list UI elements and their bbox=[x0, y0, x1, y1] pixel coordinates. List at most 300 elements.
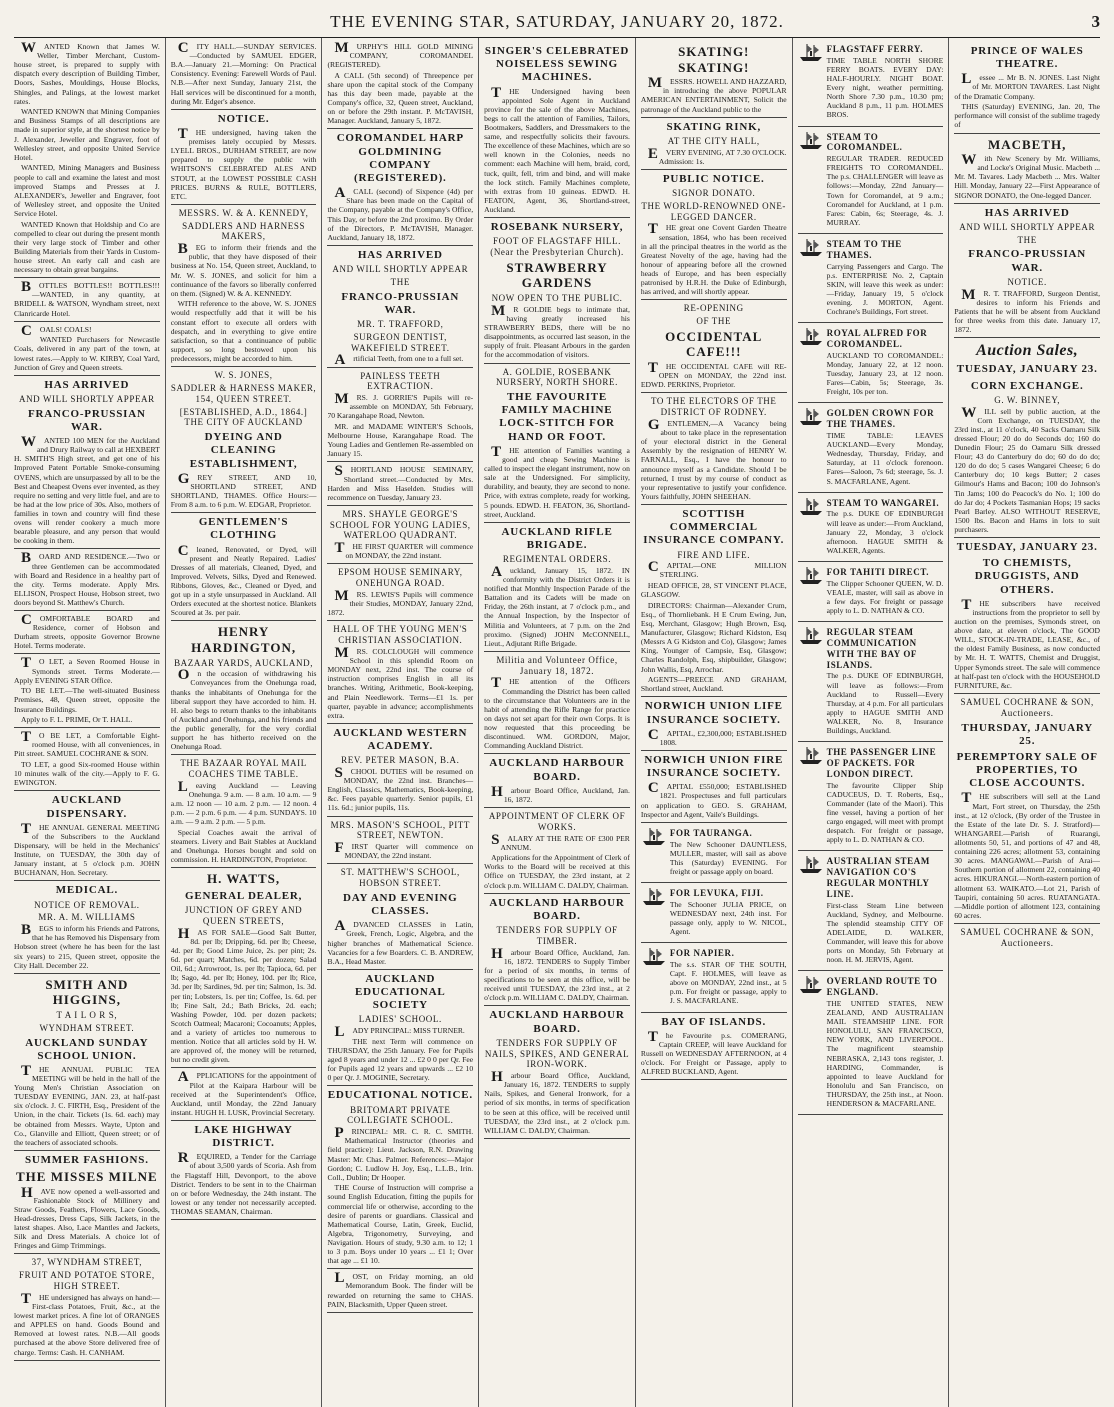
divider bbox=[954, 693, 1100, 694]
advertisement bbox=[327, 590, 473, 617]
ad-paragraph: THE next Term will commence on THURSDAY, the 25th January. Fee for Pupils aged 8 years and under 12 ... £2 0 0 per Qr. Fee for Pupils aged 12 years and upwards ... £2 10 0 per Qr. J. MOGINIE, Secretary. bbox=[327, 1036, 474, 1083]
divider bbox=[327, 969, 473, 970]
ad-paragraph: Auckland, January 15, 1872. IN conformity with the District Orders it is notified that Monthly Inspection Parade of the Battalion and its Cadets will be made on Friday, the 26th instant, at 7 o'clock p.m., and the Annual Inspection, by the Inspector of Militia and Volunteers, at 7 p.m. on the 2nd proximo. (Signed) JOHN McCONNELL, Lieut., Adjutant Rifle Brigade. bbox=[484, 563, 630, 648]
shipping-notice bbox=[641, 886, 787, 939]
headline: THE bbox=[390, 276, 410, 287]
headline: NORWICH UNION LIFE INSURANCE SOCIETY. bbox=[644, 700, 783, 726]
divider bbox=[798, 322, 944, 323]
ad-paragraph: SHORTLAND HOUSE SEMINARY, Shortland street.—Conducted by Mrs. Harden and Miss Haselden. Studies will recommence on Tuesday, January 23. bbox=[327, 463, 474, 502]
divider bbox=[798, 850, 944, 851]
headline: COROMANDEL HARP GOLDMINING COMPANY (REGISTERED). bbox=[336, 132, 464, 185]
divider bbox=[327, 620, 473, 621]
divider bbox=[14, 973, 160, 974]
shipping-title: FOR TAHITI DIRECT. bbox=[826, 567, 930, 578]
headline: FRANCO-PRUSSIAN WAR. bbox=[27, 407, 146, 433]
headline: NOTICE OF REMOVAL. bbox=[34, 899, 140, 910]
ad-paragraph: THE subscribers have received instructions from the proprietor to sell by auction on the premises, Symonds street, on above date, at eleven o'clock, The GOOD WILL, STOCK-IN-TRADE, LEASE, &c., of the oldest Family Business, as now conducted by Mr. H. T. WATTS, Chemist and Druggist, Upper Symonds street. The sale will commence at half-past ten o'clock with the HOUSEHOLD FURNITURE, &c. bbox=[954, 596, 1101, 690]
ad-paragraph: MRS. J. GORRIE'S Pupils will re-assemble on MONDAY, 5th February, 70 Karangahape Road, Newton. bbox=[327, 391, 474, 421]
shipping-title: FOR TAURANGA. bbox=[669, 827, 753, 838]
ad-paragraph: CITY HALL.—SUNDAY SERVICES.—Conducted by SAMUEL EDGER, B.A.—January 21.—Morning: On Practical Consistency. Evening: Farewell Words of Paul. N.B.—After next Sunday, January 21st, the Hall services will be discontinued for a month, during Mr. Edger's absence. bbox=[170, 40, 317, 106]
masthead bbox=[14, 12, 1100, 38]
ad-paragraph: SALARY AT THE RATE OF £300 PER ANNUM. bbox=[491, 831, 630, 852]
advertisement bbox=[171, 1071, 317, 1117]
headline: SURGEON DENTIST, WAKEFIELD STREET. bbox=[351, 331, 450, 353]
divider bbox=[14, 1253, 160, 1254]
ad-paragraph: MURPHY'S HILL GOLD MINING COMPANY, COROMANDEL (REGISTERED). bbox=[327, 40, 474, 70]
advertisement bbox=[14, 42, 160, 274]
divider bbox=[641, 750, 787, 751]
divider bbox=[641, 1012, 787, 1013]
divider bbox=[14, 790, 160, 791]
advertisement bbox=[327, 767, 473, 813]
ad-paragraph: WANTED, Mining Managers and Business people to call and examine the latest and most improved Stamps and Presses at J. ALEXANDER's, Jeweller and Engraver, foot of Wellesley street, and opposite the United Service Hotel. bbox=[14, 163, 160, 218]
headline: PEREMPTORY SALE OF PROPERTIES, TO CLOSE ACCOUNTS. bbox=[956, 750, 1098, 790]
headline: AUCKLAND EDUCATIONAL SOCIETY bbox=[355, 972, 446, 1012]
headline: LAKE HIGHWAY DISTRICT. bbox=[194, 1123, 293, 1150]
divider bbox=[327, 367, 473, 368]
advertisement bbox=[954, 596, 1101, 690]
advertisement bbox=[327, 920, 473, 966]
divider bbox=[484, 651, 630, 652]
headline: MR. T. TRAFFORD, bbox=[357, 319, 444, 330]
divider bbox=[798, 1114, 944, 1115]
column-1 bbox=[14, 38, 165, 1407]
headline: PRINCE OF WALES THEATRE. bbox=[970, 45, 1084, 71]
headline: THE WORLD-RENOWNED ONE-LEGGED DANCER. bbox=[641, 200, 787, 222]
divider bbox=[484, 753, 630, 754]
advertisement bbox=[641, 223, 787, 296]
divider bbox=[641, 392, 787, 393]
column-6 bbox=[792, 38, 949, 1407]
shipping-text: TIME TABLE NORTH SHORE FERRY BOATS. EVERY DAY: HALF-HOURLY. NIGHT BOAT. Every night, weather permitting. North Shore 7.30 p.m., 10.30 pm; Auckland 8 p.m., 11 p.m. HOLMES BROS. bbox=[826, 55, 944, 120]
advertisement bbox=[641, 145, 787, 166]
ad-paragraph: Harbour Board Office, Auckland, Jan. 16, 1872. bbox=[491, 783, 630, 804]
shipping-notice bbox=[798, 42, 944, 123]
ad-paragraph: MRS. LEWIS'S Pupils will commence their Studies, MONDAY, January 22nd, 1872. bbox=[327, 588, 474, 618]
advertisement bbox=[641, 362, 787, 389]
divider bbox=[641, 169, 787, 170]
advertisement bbox=[640, 416, 787, 501]
headline: AUCKLAND WESTERN ACADEMY. bbox=[333, 726, 468, 753]
divider bbox=[14, 277, 160, 278]
headline: DYEING AND CLEANING ESTABLISHMENT, bbox=[189, 431, 298, 470]
ad-paragraph: Lessee ... Mr B. N. JONES. Last Night of Mr. MORTON TAVARES. Last Night of the Dramatic Company. bbox=[954, 71, 1101, 101]
shipping-text: The New Schooner DAUNTLESS, MULLER, master, will sail as above This (Saturday) EVENING. For freight or passage apply on board. bbox=[669, 839, 787, 876]
headline: STRAWBERRY GARDENS bbox=[506, 259, 608, 291]
divider bbox=[484, 1005, 630, 1006]
ad-paragraph: BEGS to inform his Friends and Patrons, that he has Removed his Dispensary from Hobson street (where he has been for the last six years) to 215, Queen street, opposite the City Hall. December 22. bbox=[14, 922, 160, 970]
divider bbox=[327, 563, 473, 564]
divider bbox=[14, 1150, 160, 1151]
advertisement bbox=[170, 542, 317, 618]
advertisement bbox=[170, 470, 317, 510]
headline: SIGNOR DONATO. bbox=[672, 188, 756, 199]
ad-paragraph: THE subscribers will sell at the Land Mart, Fort street, on Thursday, the 25th inst., at 12 o'clock, (By order of the Trustee in the Estate of the late Dr. S. J. Stratford)—WHANGAREI.—Parish of Ruarangi, allotments 50, 51, and portions of 47 and 48, containing 226 acres; allotment 53, containing 30 acres. MANGAWAI.—Parish of Arai—Southern portion of allotment 22, containing 40 acres. HIKURANGI.—North-eastern portion of allotment 63. WAIKATO.—Lot 21, Parish of Taupiri, containing 50 acres. RUATANGATA.—Middle portion of allotment 123, containing 60 acres. bbox=[954, 790, 1101, 920]
headline: SKATING RINK, bbox=[666, 120, 761, 133]
headline: FRANCO-PRUSSIAN WAR. bbox=[968, 248, 1087, 274]
advertisement bbox=[14, 731, 160, 787]
divider bbox=[484, 217, 630, 218]
ad-paragraph: Leaving Auckland — Leaving Onehunga. 9 a.m. — 8 a.m. 10 a.m. — 9 a.m. 12 noon — 10 a.m. 2 p.m. — 12 noon. 4 p.m. — 2 p.m. 6 p.m. — 4 p.m. SUNDAYS. 10 a.m. — 9 a.m. 2 p.m. — 5 p.m. bbox=[170, 778, 317, 827]
ad-paragraph: Artificial Teeth, from one to a full set. bbox=[334, 352, 464, 369]
headline: TO CHEMISTS, DRUGGISTS, AND OTHERS. bbox=[974, 557, 1080, 596]
divider bbox=[171, 1120, 317, 1121]
headline: AUCKLAND HARBOUR BOARD. bbox=[489, 1009, 625, 1035]
ad-paragraph: WANTED Purchasers for Newcastle Coals, delivered in any part of the town, at lowest rates.—Apply to W. KIRBY, Coal Yard, Junction of Grey and Queen streets. bbox=[14, 335, 160, 372]
divider bbox=[798, 402, 944, 403]
headline: 37, WYNDHAM STREET, bbox=[31, 1257, 143, 1268]
advertisement bbox=[484, 1071, 630, 1135]
headline: EPSOM HOUSE SEMINARY, ONEHUNGA ROAD. bbox=[337, 567, 463, 589]
ad-paragraph: THE Undersigned having been appointed Sole Agent in Auckland province for the sale of the above Machines, begs to call the attention of Families, Tailors, Bootmakers, Saddlers, and Dressmakers to the same, and respectfully solicits their favours. The excellence of these Machines, which are so well known in the Colonies, needs no comment: each Machine will hem, braid, cord, tuck, quilt, fell, trim and bind, and will make the lock stitch. Family Machines complete, with extras from 10 guineas. EDWD. H. FEATON, Agent, 36, Shortland-street, Auckland. bbox=[484, 84, 630, 214]
ad-paragraph: MR. and MADAME WINTER'S Schools, Melbourne House, Karangahape Road. The Young Ladies and Gentlemen Re-assembled on January 15. bbox=[327, 421, 474, 459]
headline: WYNDHAM STREET. bbox=[39, 1022, 135, 1033]
headline: THE BAZAAR ROYAL MAIL COACHES TIME TABLE. bbox=[180, 758, 307, 780]
headline: SAMUEL COCHRANE & SON, Auctioneers. bbox=[960, 926, 1094, 948]
ad-paragraph: PRINCIPAL: MR. C. R. C. SMITH. Mathematical Instructor (theories and field practice): Lieut. Jackson, R.N. Drawing Master: Mr. Chas. Palmer. References:—Major Gordon; C. Ludlow H. Joy, Esq., L.L.B., Irin. Coll., Dublin; Dr Hooper. bbox=[327, 1125, 474, 1182]
advertisement bbox=[484, 677, 630, 750]
shipping-title: FOR NAPIER. bbox=[669, 948, 735, 959]
headline: MRS. SHAYLE GEORGE'S SCHOOL FOR YOUNG LADIES, WATERLOO QUADRANT. bbox=[329, 508, 471, 541]
shipping-title: FLAGSTAFF FERRY. bbox=[826, 44, 924, 54]
advertisement bbox=[484, 563, 630, 648]
ad-paragraph: FIRST Quarter will commence on MONDAY, the 22nd instant. bbox=[334, 840, 474, 861]
advertisement bbox=[954, 404, 1101, 535]
ad-paragraph: HEAD OFFICE, 28, ST VINCENT PLACE, GLASGOW. bbox=[640, 581, 787, 600]
advertisement bbox=[171, 669, 317, 751]
divider bbox=[171, 867, 317, 868]
headline: NOTICE. bbox=[1007, 276, 1047, 287]
divider bbox=[171, 109, 317, 110]
divider bbox=[171, 366, 317, 367]
shipping-text: The p.s. DUKE OF EDINBURGH will leave as under:—From Auckland, January 22, Monday, 3 o'clock afternoon. HAGUE SMITH & WALKER, Agents. bbox=[826, 509, 944, 555]
headline: HAS ARRIVED bbox=[357, 248, 443, 261]
ad-paragraph: Cleaned, Renovated, or Dyed, will present and Neatly Repaired. Ladies' Dresses of all materials, Cleaned, Dyed, and Improved. Velvets, Silks, Dyed and Renewed. Ribbons, Gloves, &c., Cleaned or Dyed, and got up in a style unsurpassed in Auckland. All Orders executed at the shortest notice. Blankets Scoured at 3s. per pair. bbox=[170, 542, 317, 618]
headline: [ESTABLISHED, A.D., 1864.] THE CITY OF AUCKLAND bbox=[179, 406, 308, 428]
divider bbox=[641, 504, 787, 505]
ad-paragraph: THIS (Saturday) EVENING, Jan. 20, The performance will consist of the sublime tragedy of bbox=[954, 102, 1101, 130]
shipping-title: STEAM TO THE THAMES. bbox=[826, 239, 902, 260]
headline: FOOT OF FLAGSTAFF HILL. (Near the Presbyterian Church). bbox=[490, 236, 624, 258]
headline: FRANCO-PRUSSIAN WAR. bbox=[341, 290, 460, 316]
advertisement bbox=[14, 820, 160, 878]
ad-paragraph: AGENTS—PREECE AND GRAHAM, Shortland street, Auckland. bbox=[640, 675, 787, 694]
headline: TO THE ELECTORS OF THE DISTRICT OF RODNEY. bbox=[650, 396, 777, 418]
headline: THURSDAY, JANUARY 25. bbox=[961, 721, 1093, 747]
ad-paragraph: TO BE LET, a Comfortable Eight-roomed House, with all conveniences, in Pitt street. SAMUEL COCHRANE & SON. bbox=[14, 729, 160, 759]
divider bbox=[171, 512, 317, 513]
advertisement bbox=[327, 1127, 473, 1265]
ad-paragraph: WITH reference to the above, W. S. JONES would respectfully add that it will be his constant effort to execute all orders with despatch, and in everything to give entire satisfaction, so that a continuance of public support, so long bestowed upon his predecessors, might be accorded to him. bbox=[170, 299, 317, 364]
headline: HENRY HARDINGTON, bbox=[191, 624, 297, 655]
shipping-notice bbox=[798, 854, 944, 967]
ship-icon bbox=[798, 237, 824, 257]
headline: AUCKLAND HARBOUR BOARD. bbox=[489, 757, 625, 783]
headline: AUCKLAND SUNDAY SCHOOL UNION. bbox=[25, 1036, 149, 1062]
headline: T A I L O R S, bbox=[56, 1009, 118, 1020]
divider bbox=[327, 1085, 473, 1086]
advertisement bbox=[14, 281, 160, 317]
advertisement bbox=[14, 657, 160, 724]
headline: G. W. BINNEY, bbox=[994, 394, 1061, 405]
divider bbox=[171, 1067, 317, 1068]
advertisement bbox=[14, 322, 160, 372]
divider bbox=[641, 1079, 787, 1080]
headline: AND WILL SHORTLY APPEAR bbox=[18, 393, 155, 404]
ad-paragraph: SCHOOL DUTIES will be resumed on MONDAY, the 22nd inst. Branches—English, Classics, Mathematics, Book-keeping, &c. Fees payable quarterly. Senior pupils, £1 11s. 6d.; junior pupils, 11s. bbox=[327, 765, 474, 813]
shipping-notice bbox=[798, 565, 944, 618]
headline: TENDERS FOR SUPPLY OF TIMBER. bbox=[496, 925, 618, 946]
ship-icon bbox=[798, 854, 824, 874]
ship-icon bbox=[798, 496, 824, 516]
ad-paragraph: MRS. COLCLOUGH will commence School in this splendid Room on MONDAY next, 22nd inst. The course of instruction comprises English in all its branches. Writing, Arithmetic, Book-keeping, and Plain Needlework. Terms—£1 1s. per quarter, payable in advance; accomplishments extra. bbox=[327, 644, 474, 720]
advertisement bbox=[641, 77, 787, 113]
headline: OCCIDENTAL CAFE!!! bbox=[665, 328, 763, 360]
advertisement bbox=[954, 73, 1100, 129]
advertisement bbox=[641, 561, 787, 693]
shipping-notice bbox=[798, 974, 944, 1111]
ship-icon bbox=[641, 826, 667, 846]
headline: NOTICE. bbox=[217, 112, 270, 125]
shipping-title: STEAM TO COROMANDEL. bbox=[826, 131, 903, 153]
advertisement bbox=[327, 542, 473, 560]
divider bbox=[14, 321, 160, 322]
headline: SADDLERS AND HARNESS MAKERS, bbox=[182, 220, 306, 242]
divider bbox=[327, 245, 473, 246]
shipping-text: First-class Steam Line between Auckland, Sydney, and Melbourne. The splendid steamship CITY OF ADELAIDE, D. WALKER, Commander, will leave this for above ports on Monday, 5th February at noon. H. M. JERVIS, Agent. bbox=[826, 900, 944, 965]
headline: OF THE bbox=[696, 316, 732, 327]
divider bbox=[641, 299, 787, 300]
divider bbox=[327, 1312, 473, 1313]
shipping-text: Carrying Passengers and Cargo. The p.s. ENTERPRISE No. 2, Captain SKIN, will leave this week as under:—Friday, January 19, 5 o'clock evening. J. MORTON, Agent. Cochrane's Buildings, Fort street. bbox=[826, 261, 944, 317]
ship-icon bbox=[798, 326, 824, 346]
headline: AT THE CITY HALL, bbox=[667, 135, 760, 146]
ad-paragraph: TO LET, a good Six-roomed House within 10 minutes walk of the city.—Apply to F. G. EWINGTON. bbox=[14, 760, 160, 788]
ad-paragraph: THE attention of Families wanting a good and cheap Sewing Machine is called to inspect the elegant instrument, now on sale at the Undersigned. For simplicity, durability, and beauty, they are second to none. Price, with extras complete, ready for working, 5 pounds. EDWD. H. FEATON, 36, Shortland-street, Auckland. bbox=[484, 443, 630, 519]
ad-paragraph: THE ANNUAL GENERAL MEETING of the Subscribers to the Auckland Dispensary, will be held in the Mechanics' Institute, on TUESDAY, the 30th day of January instant, at 5 o'clock p.m. JOHN BUCHANAN, Hon. Secretary. bbox=[14, 820, 160, 878]
ad-paragraph: THE great one Covent Garden Theatre sensation, 1864, who has been received in all the principal theatres in the world as the Greatest Novelty of the age, having had the honour of appearing before all the crowned heads of Europe, and has been especially patronised by H.R.H. the Duke of Edinburgh, has arrived, and will shortly appear. bbox=[640, 221, 787, 297]
ad-paragraph: Harbour Board Office, Auckland, January 16, 1872. TENDERS to supply Nails, Spikes, and General Ironwork, for a period of six months, in terms of specification to be seen at this office, will be received until TUESDAY, the 23rd inst., at 2 o'clock p.m. WILLIAM C. DALDY, Chairman. bbox=[484, 1069, 630, 1135]
headline: MRS. MASON'S SCHOOL, PITT STREET, NEWTON. bbox=[330, 819, 470, 841]
divider bbox=[798, 233, 944, 234]
shipping-title: THE PASSENGER LINE OF PACKETS. FOR LONDON DIRECT. bbox=[826, 747, 937, 779]
shipping-title: GOLDEN CROWN FOR THE THAMES. bbox=[826, 408, 935, 430]
ad-paragraph: GENTLEMEN,—A Vacancy being about to take place in the representation of your electoral district in the General Assembly by the resignation of HENRY W. FARNALL, Esq., I have the honour to announce myself as a Candidate. Should I be returned, I trust by my course of conduct as your representative to justify your confidence. Yours faithfully, JOHN SHEEHAN. bbox=[640, 416, 787, 501]
headline: GENTLEMEN'S CLOTHING bbox=[198, 516, 289, 542]
ship-icon bbox=[798, 565, 824, 585]
ad-paragraph: TO LET, a Seven Roomed House in Symonds street. Terms Moderate.—Apply EVENING STAR Office. bbox=[14, 655, 160, 685]
advertisement bbox=[14, 1062, 160, 1147]
advertisement bbox=[170, 925, 317, 1065]
advertisement bbox=[641, 726, 787, 747]
headline: ST. MATTHEW'S SCHOOL, HOBSON STREET. bbox=[340, 867, 460, 889]
advertisement bbox=[171, 1152, 317, 1216]
column-4 bbox=[478, 38, 635, 1407]
shipping-text: The Clipper Schooner QUEEN, W. D. VEALE, master, will sail as above in a few days. For freight or passage apply to L. D. NATHAN & CO. bbox=[826, 578, 944, 616]
headline: SINGER'S CELEBRATED NOISELESS SEWING MACHINES. bbox=[484, 45, 630, 84]
advertisement bbox=[484, 84, 630, 215]
ad-paragraph: LOST, on Friday morning, an old Memorandum Book. The finder will be rewarded on returning the same to CHAS. PAIN, Blacksmith, Upper Queen street. bbox=[327, 1270, 474, 1309]
shipping-text: THE UNITED STATES, NEW ZEALAND, AND AUSTRALIAN MAIL STEAMSHIP LINE. FOR HONOLULU, SAN FRANCISCO, NEW YORK, AND LIVERPOOL. The magnificent steamship NEBRASKA, 2,143 tons register, J. HARDING, Commander, is appointed to leave Auckland for Honolulu and San Francisco, on THURSDAY, the 25th inst., at Noon. HENDERSON & MACFARLANE. bbox=[826, 998, 944, 1109]
advertisement bbox=[171, 42, 317, 106]
ad-paragraph: TO BE LET.—The well-situated Business Premises, 48, Queen street, opposite the Insurance Buildings. bbox=[14, 686, 160, 714]
headline: TUESDAY, JANUARY 23. bbox=[956, 541, 1098, 554]
ad-paragraph: WILL sell by public auction, at the Corn Exchange, on TUESDAY, the 23rd inst., at 11 o'clock, 40 Sacks Oamaru Silk dressed Flour; 20 do do Seconds do; 160 do Dunedin Flour; 25 do Oamaru Silk dressed Flour; 43 do Canterbury do do; 60 do do do; 120 do do do; 5 cases Wangarei Cheese; 6 do Canterbury do; 10 kegs Butter; 2 cases Gilmour's Hams and Bacon; 100 do Johnson's Tin Jams; 100 do Peacock's do No. 1; 100 do do Jar do; 4 Pockets Tasmanian Hops; 19 sacks Pearl Barley. ALSO WITHOUT RESERVE, 1500 lbs. Bacon and Hams in lots to suit purchasers. bbox=[954, 404, 1101, 534]
headline: AUCKLAND HARBOUR BOARD. bbox=[489, 896, 625, 922]
divider bbox=[171, 204, 317, 205]
shipping-notice bbox=[798, 625, 944, 738]
headline: RE-OPENING bbox=[683, 303, 744, 314]
headline: PUBLIC NOTICE. bbox=[662, 172, 765, 185]
column-2 bbox=[165, 38, 322, 1407]
headline: BAZAAR YARDS, AUCKLAND, bbox=[174, 657, 314, 668]
divider bbox=[484, 522, 630, 523]
divider bbox=[327, 1268, 473, 1269]
ad-paragraph: WANTED 100 MEN for the Auckland and Drury Railway to call at HEXBERT H. SMITH'S High street, and get one of his Improved Patent Portable Smoke-consuming OVENS, which are unsurpassed by all to be the Best and Cheapest Ovens ever invented, as they require no setting and very little fuel, and are to be had at the low price of 30s. Also, mothers of families in town and country will find these ovens will render cookery a much more bearable pleasure, and any person that would be cooking in them. bbox=[14, 434, 160, 546]
divider bbox=[327, 723, 473, 724]
shipping-notice bbox=[641, 946, 787, 1008]
headline: FIRE AND LIFE. bbox=[677, 549, 751, 560]
column-3 bbox=[321, 38, 478, 1407]
ship-icon bbox=[798, 745, 824, 765]
headline: TUESDAY, JANUARY 23. bbox=[956, 363, 1098, 376]
ship-icon bbox=[798, 406, 824, 426]
advertisement bbox=[954, 154, 1100, 200]
headline: THE FAVOURITE FAMILY MACHINE LOCK-STITCH FOR HAND OR FOOT. bbox=[499, 391, 615, 443]
advertisement bbox=[327, 465, 473, 501]
divider bbox=[327, 863, 473, 864]
ad-paragraph: WANTED Known that Holdship and Co are compelled to clear out during the present month their very large stock of Timber and other Building Materials from their Yards in Custom-house street. An early call and cash are necessary to obtain great bargains. bbox=[14, 219, 160, 275]
headline: REV. PETER MASON, B.A. bbox=[341, 755, 460, 766]
divider bbox=[484, 807, 630, 808]
headline: GENERAL DEALER, bbox=[185, 890, 303, 903]
divider bbox=[484, 1138, 630, 1139]
ad-paragraph: MR. T. TRAFFORD, Surgeon Dentist, desires to inform his Friends and Patients that he will be absent from Auckland for three weeks from this date. January 17, 1872. bbox=[954, 286, 1101, 335]
advertisement bbox=[327, 1026, 473, 1082]
ad-paragraph: THE attention of the Officers Commanding the District has been called to the circumstance that Volunteers are in the habit of attending the Rifle Range for practice on days not set apart for their own Corps. It is now requested that this proceeding be discontinued. WM. GORDON, Major, Commanding Auckland District. bbox=[484, 675, 630, 751]
shipping-notice bbox=[798, 326, 944, 399]
ad-paragraph: THE ANNUAL PUBLIC TEA MEETING will be held in the hall of the Young Men's Christian Association on TUESDAY EVENING, JAN. 23, at half-past six o'clock. J. C. FIRTH, Esq., President of the Union, in the chair. Tickets (1s. 6d. each) may be obtained from Messrs. Wayte, Upton and Co., Glanville and Elliott, Queen street; or of the teachers of associated schools. bbox=[14, 1062, 160, 1147]
ship-icon bbox=[641, 946, 667, 966]
divider bbox=[14, 727, 160, 728]
shipping-title: AUSTRALIAN STEAM NAVIGATION CO'S REGULAR MONTHLY LINE. bbox=[826, 856, 930, 899]
divider bbox=[171, 1219, 317, 1220]
advertisement bbox=[484, 783, 630, 804]
headline: EDUCATIONAL NOTICE. bbox=[327, 1089, 473, 1102]
headline: W. S. JONES, bbox=[214, 370, 273, 381]
ad-paragraph: BOTTLES BOTTLES!! BOTTLES!!! —WANTED, in any quantity, at BRIDELL & WATSON, Wyndham street, next Clanricarde Hotel. bbox=[14, 279, 160, 318]
headline: MESSRS. W. & A. KENNEDY, bbox=[178, 207, 309, 218]
shipping-text: The p.s. DUKE OF EDINBURGH, will leave as follows:—From Auckland to Russell—Every Thursday, at 4 p.m. For all particulars apply to HAGUE SMITH AND WALKER, No. 8, Insurance Buildings, Auckland. bbox=[826, 671, 944, 736]
ad-paragraph: REQUIRED, a Tender for the Carriage of about 3,500 yards of Scoria. Ash from the Flagstaff Hill, Devonport, to the above District. Tenders to be sent in to the Chairman on or before Wednesday, the 24th instant. The lowest or any tender not necessarily accepted. THOMAS SEAMAN, Chairman. bbox=[170, 1150, 317, 1217]
ad-paragraph: COALS! COALS! bbox=[21, 322, 92, 339]
headline: AUCKLAND RIFLE BRIGADE. bbox=[501, 525, 613, 551]
advertisement bbox=[14, 924, 160, 970]
headline: FRUIT AND POTATOE STORE, HIGH STREET. bbox=[19, 1270, 155, 1292]
ad-paragraph: Apply to F. L. PRIME, Or T. HALL. bbox=[21, 715, 133, 725]
divider bbox=[641, 822, 787, 823]
headline: APPOINTMENT OF CLERK OF WORKS. bbox=[488, 810, 626, 832]
advertisement bbox=[171, 243, 317, 363]
advertisement bbox=[484, 945, 630, 1003]
ad-paragraph: WANTED Known that James W. Weller, Timber Merchant, Custom-house street, is prepared to supply with dispatch every description of Building Timber, Doors, Sashes, Mouldings, House Blocks, Shingles, and Palings, at the lowest market rates. bbox=[14, 40, 160, 106]
divider bbox=[171, 620, 317, 621]
headline: SMITH AND HIGGINS, bbox=[45, 976, 129, 1008]
headline: SCOTTISH COMMERCIAL INSURANCE COMPANY. bbox=[643, 507, 785, 547]
headline: NOW OPEN TO THE PUBLIC. bbox=[491, 293, 623, 304]
ship-icon bbox=[641, 886, 667, 906]
headline: A. GOLDIE, ROSEBANK NURSERY, NORTH SHORE. bbox=[496, 366, 618, 388]
divider bbox=[484, 893, 630, 894]
ad-paragraph: EVERY EVENING, AT 7.30 O'CLOCK. Admission: 1s. bbox=[647, 145, 787, 166]
headline: TENDERS FOR SUPPLY OF NAILS, SPIKES, AND GENERAL IRON-WORK. bbox=[484, 1037, 630, 1070]
advertisement bbox=[484, 443, 630, 519]
shipping-text: The favourite Clipper Ship CADUCEUS, D. T. Roberts, Esq., Commander (late of the Maori). This fine vessel, having a portion of her cargo engaged, will meet with prompt despatch. For freight or passage, apply to L. D. NATHAN & CO. bbox=[826, 780, 944, 845]
divider bbox=[327, 505, 473, 506]
ad-paragraph: Special Coaches await the arrival of steamers. Livery and Bait Stables at Auckland and Onehunga. Horses bought and sold on commission. H. HARDINGTON, Proprietor. bbox=[170, 827, 317, 865]
headline: MR. A. M. WILLIAMS bbox=[38, 912, 136, 923]
divider bbox=[14, 548, 160, 549]
ad-paragraph: THE OCCIDENTAL CAFE will RE-OPEN on MONDAY, the 22nd inst. EDWD. PERKINS, Proprietor. bbox=[640, 360, 787, 390]
ad-paragraph: A CALL (5th second) of Threepence per share upon the capital stock of the Company has this day been made, payable at the Company's office, 32, Queen street, Auckland, on or before the 29th instant. P. McTAVISH, Manager. Auckland, January 5, 1872. bbox=[327, 70, 474, 126]
advertisement bbox=[14, 552, 160, 607]
headline: DAY AND EVENING CLASSES. bbox=[343, 891, 458, 918]
headline: MEDICAL. bbox=[55, 884, 119, 897]
headline: HAS ARRIVED bbox=[44, 378, 130, 391]
headline: LADIES' SCHOOL. bbox=[358, 1014, 442, 1025]
shipping-text: The Schooner JULIA PRICE, on WEDNESDAY next, 24th inst. For passage only, apply to W. NICOL, Agent. bbox=[669, 899, 787, 937]
divider bbox=[14, 653, 160, 654]
ad-paragraph: APPLICATIONS for the appointment of Pilot at the Kaipara Harbour will be received at the Superintendent's Office, Auckland, until Monday, the 22nd January instant. HUGH H. LUSK, Provincial Secretary. bbox=[170, 1069, 317, 1117]
shipping-notice bbox=[798, 496, 944, 558]
divider bbox=[641, 942, 787, 943]
divider bbox=[798, 621, 944, 622]
headline: BRITOMART PRIVATE COLLEGIATE SCHOOL. bbox=[347, 1104, 454, 1126]
ad-paragraph: HAS FOR SALE—Good Salt Butter, 8d. per lb; Dripping, 6d. per lb; Cheese, 4d. per lb; Good Lime Juice, 2s. per pint; 2s. 6d. per quart; Matches, 6d. per dozen; Salad Oil, 6d.; Arrowroot, 1s. per lb; Tapioca, 6d. per lb; Sago, 4d. per lb; Honey, 10d. per lb; Rice, 3d. per lb; Sardines, 9d. per tin; Salmon, 1s. 3d. per tin; Lobsters, 1s. per tin; Coffee, 1s. 6d. per lb; Fine Salt, 2d.; Bath Bricks, 2d. each; Washing Powder, 10d. per dozen packets; Scotch Oatmeal; Macaroni; Cocoanuts; Apples, and a variety of articles too numerous to mention. Notice that all articles sold by H. W. are approved of, the money will be returned, but no credit given. bbox=[170, 925, 317, 1065]
shipping-title: REGULAR STEAM COMMUNICATION WITH THE BAY OF ISLANDS. bbox=[826, 627, 917, 670]
headline: MACBETH, bbox=[987, 136, 1067, 152]
headline: BAY OF ISLANDS. bbox=[661, 1015, 767, 1028]
ad-paragraph: CAPITAL, £2,300,000; ESTABLISHED 1808. bbox=[647, 726, 787, 747]
advertisement bbox=[14, 436, 160, 545]
ad-paragraph: THE undersigned, having taken the premises lately occupied by Messrs. LYELL BROS., DURHAM STREET, are now prepared to supply the public with WHITSON'S CELEBRATED ALES AND STOUT, at the LOWEST POSSIBLE CASH PRICES. BURNS & RULE, BOTTLERS, ETC. bbox=[170, 125, 317, 201]
divider bbox=[954, 923, 1100, 924]
ship-icon bbox=[798, 130, 824, 150]
divider bbox=[641, 882, 787, 883]
ad-paragraph: THE FIRST QUARTER will commence on MONDAY, the 22nd instant. bbox=[334, 540, 474, 561]
ad-paragraph: MR GOLDIE begs to intimate that, having greatly increased his STRAWBERRY BEDS, there will be no disappointments, as occurred last season, in the supply of fruit. Pleasant Arbours in the garden for the accommodation of visitors. bbox=[484, 302, 630, 360]
divider bbox=[14, 880, 160, 881]
advertisement bbox=[954, 286, 1101, 335]
advertisement bbox=[170, 125, 317, 201]
shipping-text: The s.s. STAR OF THE SOUTH, Capt. F. HOLMES, will leave as above on MONDAY, 22nd inst., at 5 p.m. For freight or passage, apply to J. S. MACFARLANE. bbox=[669, 960, 787, 1006]
headline: REGIMENTAL ORDERS. bbox=[502, 554, 612, 565]
divider bbox=[327, 816, 473, 817]
ad-paragraph: ADVANCED CLASSES in Latin, Greek, French, Logic, Algebra, and the higher branches of Mathematical Science. Vacancies for a few Boarders. C. B. ANDREW, B.A., Head Master. bbox=[327, 918, 474, 966]
headline: AND WILL SHORTLY APPEAR bbox=[332, 264, 469, 275]
headline: SAMUEL COCHRANE & SON, Auctioneers. bbox=[960, 696, 1094, 718]
divider bbox=[798, 561, 944, 562]
advertisement bbox=[641, 782, 787, 818]
advertisement bbox=[170, 778, 317, 865]
divider bbox=[954, 133, 1100, 134]
ad-paragraph: On the occasion of withdrawing his Conveyances from the Onehunga road, thanks the inhabitants of Onehunga for the liberal support they have accorded to him. H. H. also begs to return thanks to the inhabitants of Auckland and Onehunga, and his friends and the public generally, for the very cordial support he has hitherto received on the Onehunga Road. bbox=[170, 667, 317, 752]
headline: SADDLER & HARNESS MAKER, 154, QUEEN STREET. bbox=[170, 382, 317, 404]
headline: HAS ARRIVED bbox=[984, 206, 1070, 219]
ad-paragraph: CAPITAL—ONE MILLION STERLING. bbox=[647, 559, 787, 580]
shipping-notice bbox=[798, 745, 944, 847]
ad-paragraph: Applications for the Appointment of Clerk of Works to the Board will be received at this Office on TUESDAY, the 23rd instant, at 2 o'clock p.m. WILLIAM C. DALDY, Chairman. bbox=[484, 853, 630, 890]
